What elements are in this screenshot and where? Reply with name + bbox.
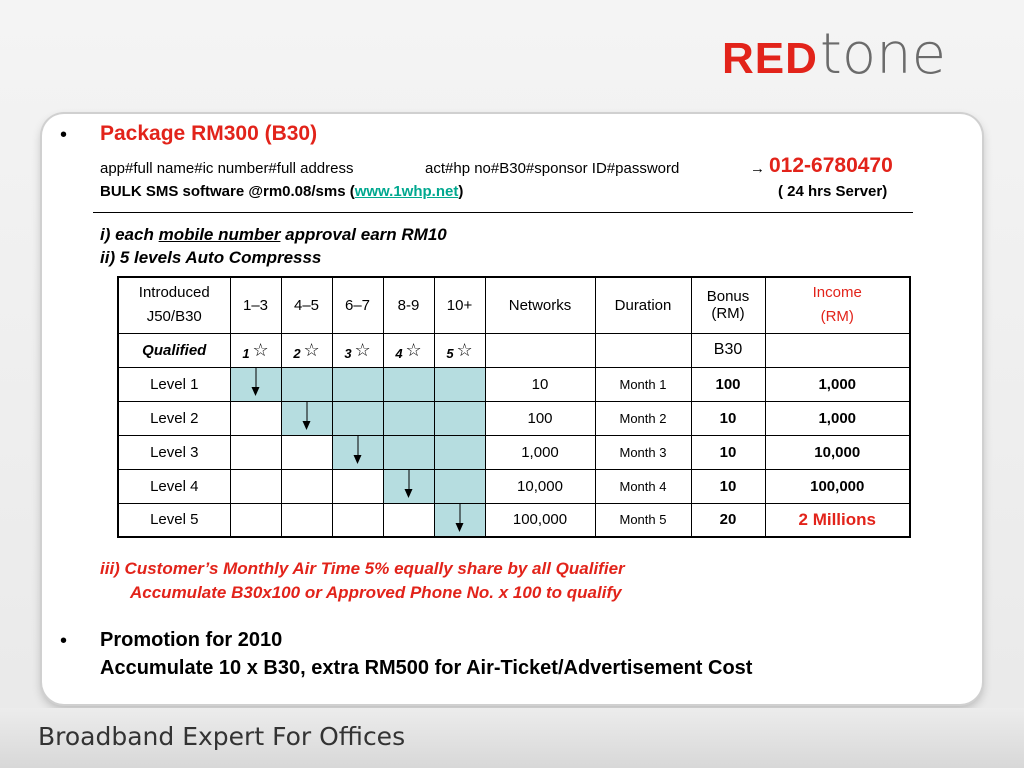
row-bonus: 20 xyxy=(691,503,765,537)
teal-cell xyxy=(383,435,434,469)
qualified-row xyxy=(118,333,910,367)
down-arrow-icon xyxy=(459,504,460,524)
star-icon: ☆ xyxy=(405,339,422,360)
empty-cell xyxy=(332,503,383,537)
header-introduced xyxy=(118,277,230,333)
table-row xyxy=(118,435,910,469)
row-networks: 10,000 xyxy=(485,469,595,503)
teal-cell xyxy=(281,401,332,435)
qualified-networks xyxy=(485,333,595,367)
teal-cell xyxy=(383,401,434,435)
row-income: 100,000 xyxy=(765,469,910,503)
row-level: Level 2 xyxy=(118,401,230,435)
table-row xyxy=(118,401,910,435)
server-note: ( 24 hrs Server) xyxy=(778,183,888,200)
row-networks: 100 xyxy=(485,401,595,435)
levels-table xyxy=(117,276,911,538)
empty-cell xyxy=(230,469,281,503)
rule-1-b: approval earn RM10 xyxy=(280,225,447,244)
qualified-duration xyxy=(595,333,691,367)
qualified-bonus: B30 xyxy=(691,333,765,367)
row-income: 10,000 xyxy=(765,435,910,469)
table-row xyxy=(118,503,910,537)
format-right: act#hp no#B30#sponsor ID#password xyxy=(425,160,680,177)
empty-cell xyxy=(230,435,281,469)
row-month: Month 3 xyxy=(595,435,691,469)
teal-cell xyxy=(383,469,434,503)
header-col-4: 8-9 xyxy=(383,277,434,333)
table-row xyxy=(118,367,910,401)
logo-red-text: RED xyxy=(722,34,818,83)
star-icon: ☆ xyxy=(252,339,269,360)
teal-cell xyxy=(434,435,485,469)
teal-cell xyxy=(332,435,383,469)
rule-1-a: i) each xyxy=(100,225,159,244)
teal-cell xyxy=(434,503,485,537)
row-level: Level 3 xyxy=(118,435,230,469)
header-bonus xyxy=(691,277,765,333)
star-icon: ☆ xyxy=(303,339,320,360)
row-level: Level 5 xyxy=(118,503,230,537)
share-line-1: iii) Customer’s Monthly Air Time 5% equally share by all Qualifier xyxy=(100,559,625,578)
header-col-5: 10+ xyxy=(434,277,485,333)
teal-cell xyxy=(332,367,383,401)
down-arrow-icon xyxy=(357,436,358,456)
bulk-prefix: BULK SMS software @rm0.08/sms ( xyxy=(100,183,355,200)
row-income: 1,000 xyxy=(765,367,910,401)
teal-cell xyxy=(281,367,332,401)
table-header-row xyxy=(118,277,910,333)
share-line-2: Accumulate B30x100 or Approved Phone No. x 100 to qualify xyxy=(130,583,622,602)
package-bullet: • xyxy=(60,124,68,146)
row-networks: 1,000 xyxy=(485,435,595,469)
down-arrow-icon xyxy=(306,402,307,422)
tagline: Broadband Expert For Offices xyxy=(38,722,406,751)
star-icon: ☆ xyxy=(456,339,473,360)
promo-bullet: • xyxy=(60,630,68,652)
header-income-line1: Income xyxy=(812,284,862,302)
phone-number: 012-6780470 xyxy=(769,154,893,177)
logo-tone-text: tone xyxy=(819,22,947,87)
header-bonus-line1: Bonus xyxy=(706,288,750,306)
row-income: 1,000 xyxy=(765,401,910,435)
header-col-2: 4–5 xyxy=(281,277,332,333)
promo-detail: Accumulate 10 x B30, extra RM500 for Air-Ticket/Advertisement Cost xyxy=(100,657,753,679)
qualified-star-3 xyxy=(332,333,383,367)
row-bonus: 10 xyxy=(691,469,765,503)
rule-1-underlined: mobile number xyxy=(158,225,281,244)
teal-cell xyxy=(434,367,485,401)
header-bonus-line2: (RM) xyxy=(711,305,745,323)
arrow-right-icon: → xyxy=(750,160,765,177)
bulk-link[interactable]: www.1whp.net xyxy=(354,183,459,200)
header-col-3: 6–7 xyxy=(332,277,383,333)
row-month: Month 2 xyxy=(595,401,691,435)
row-income: 2 Millions xyxy=(765,503,910,537)
header-introduced-line2: J50/B30 xyxy=(146,308,202,326)
qualified-star-1 xyxy=(230,333,281,367)
row-networks: 10 xyxy=(485,367,595,401)
row-month: Month 1 xyxy=(595,367,691,401)
row-level: Level 1 xyxy=(118,367,230,401)
teal-cell xyxy=(383,367,434,401)
row-bonus: 100 xyxy=(691,367,765,401)
empty-cell xyxy=(281,435,332,469)
table-row xyxy=(118,469,910,503)
empty-cell xyxy=(230,503,281,537)
empty-cell xyxy=(281,469,332,503)
package-title: Package RM300 (B30) xyxy=(100,122,318,145)
star-num-3: 3 xyxy=(344,345,352,361)
bulk-suffix: ) xyxy=(458,183,464,200)
star-icon: ☆ xyxy=(354,339,371,360)
qualified-income xyxy=(765,333,910,367)
star-num-2: 2 xyxy=(293,345,301,361)
empty-cell xyxy=(332,469,383,503)
down-arrow-icon xyxy=(255,368,256,388)
header-networks: Networks xyxy=(485,277,595,333)
format-left: app#full name#ic number#full address xyxy=(100,160,354,177)
teal-cell xyxy=(230,367,281,401)
qualified-star-5 xyxy=(434,333,485,367)
header-income-line2: (RM) xyxy=(820,308,854,326)
row-bonus: 10 xyxy=(691,435,765,469)
star-num-1: 1 xyxy=(242,345,250,361)
row-networks: 100,000 xyxy=(485,503,595,537)
star-num-4: 4 xyxy=(395,345,403,361)
row-bonus: 10 xyxy=(691,401,765,435)
bulk-sms-line xyxy=(100,183,463,200)
empty-cell xyxy=(230,401,281,435)
empty-cell xyxy=(383,503,434,537)
redtone-logo xyxy=(722,22,946,92)
divider xyxy=(93,212,913,213)
header-col-1: 1–3 xyxy=(230,277,281,333)
qualified-label: Qualified xyxy=(118,333,230,367)
rule-1 xyxy=(100,225,447,245)
rule-2: ii) 5 levels Auto Compresss xyxy=(100,248,322,267)
header-duration: Duration xyxy=(595,277,691,333)
teal-cell xyxy=(434,401,485,435)
header-income xyxy=(765,277,910,333)
row-level: Level 4 xyxy=(118,469,230,503)
qualified-star-2 xyxy=(281,333,332,367)
empty-cell xyxy=(281,503,332,537)
qualified-star-4 xyxy=(383,333,434,367)
teal-cell xyxy=(332,401,383,435)
teal-cell xyxy=(434,469,485,503)
star-num-5: 5 xyxy=(446,345,454,361)
row-month: Month 5 xyxy=(595,503,691,537)
down-arrow-icon xyxy=(408,470,409,490)
promo-title: Promotion for 2010 xyxy=(100,629,283,651)
row-month: Month 4 xyxy=(595,469,691,503)
header-introduced-line1: Introduced xyxy=(138,284,210,302)
